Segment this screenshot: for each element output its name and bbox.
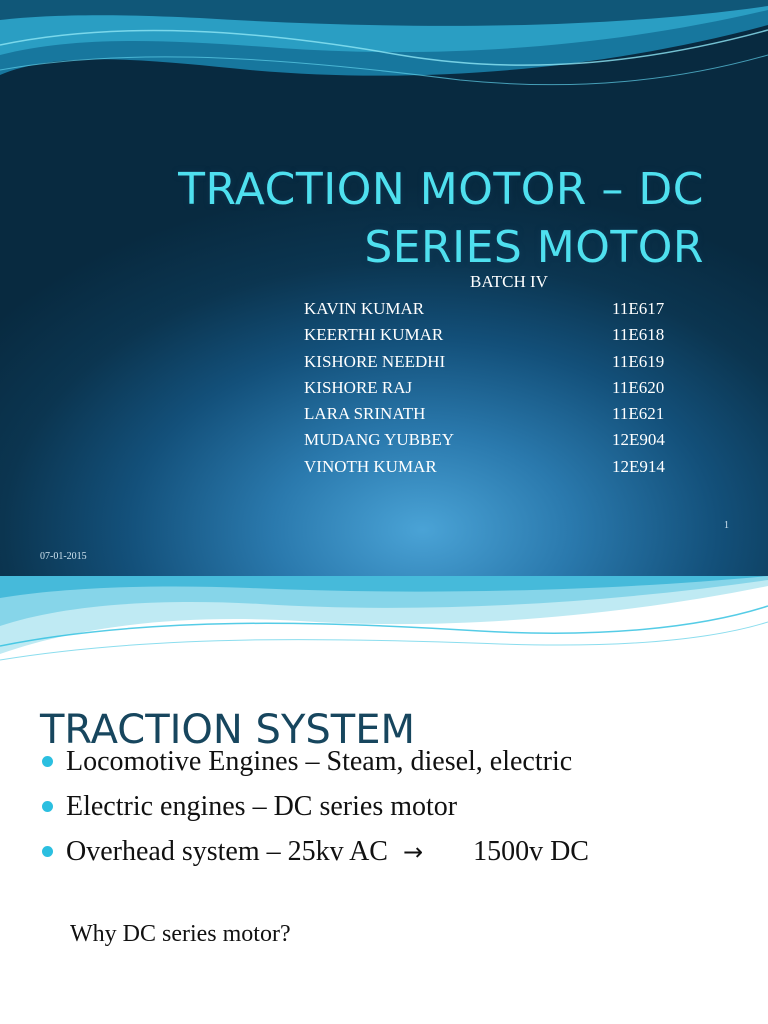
bullet-list bbox=[40, 742, 760, 877]
bullet-item bbox=[40, 787, 760, 832]
right-arrow-icon: → bbox=[402, 838, 424, 866]
member-id: 12E904 bbox=[612, 430, 665, 450]
member-name: KISHORE RAJ bbox=[304, 377, 413, 397]
member-name: KISHORE NEEDHI bbox=[304, 351, 446, 371]
member-id: 12E914 bbox=[612, 456, 665, 476]
batch-label: BATCH IV bbox=[470, 272, 548, 291]
member-name: KEERTHI KUMAR bbox=[304, 325, 444, 345]
member-row bbox=[304, 296, 704, 322]
member-name: KAVIN KUMAR bbox=[304, 299, 425, 318]
decorative-waves bbox=[0, 0, 768, 120]
decorative-waves bbox=[0, 576, 768, 666]
member-id: 11E619 bbox=[612, 351, 665, 371]
member-id: 11E621 bbox=[612, 404, 665, 424]
member-row bbox=[304, 401, 704, 427]
member-row bbox=[304, 349, 704, 375]
member-row bbox=[304, 427, 704, 453]
slide-date: 07-01-2015 bbox=[40, 551, 87, 562]
bullet-text-after: 1500v DC bbox=[473, 836, 589, 867]
question-text: Why DC series motor? bbox=[70, 921, 291, 947]
title-line-2: SERIES MOTOR bbox=[364, 222, 704, 274]
bullet-dot-icon bbox=[42, 756, 53, 767]
bullet-text: Electric engines – DC series motor bbox=[66, 791, 458, 822]
title-line-1: TRACTION MOTOR – DC bbox=[178, 164, 704, 216]
bullet-dot-icon bbox=[42, 846, 53, 857]
bullet-text: Overhead system – 25kv AC bbox=[66, 836, 388, 867]
slide-title bbox=[60, 161, 704, 277]
slide-title: TRACTION SYSTEM bbox=[40, 707, 415, 754]
member-list bbox=[304, 296, 704, 480]
member-name: VINOTH KUMAR bbox=[304, 456, 437, 476]
bullet-dot-icon bbox=[42, 801, 53, 812]
bullet-text: Locomotive Engines – Steam, diesel, electric bbox=[66, 746, 573, 777]
bullet-item bbox=[40, 742, 760, 787]
member-id: 11E617 bbox=[612, 299, 665, 318]
member-row bbox=[304, 375, 704, 401]
content-slide bbox=[0, 576, 768, 1024]
member-name: MUDANG YUBBEY bbox=[304, 430, 455, 450]
page-number: 1 bbox=[724, 520, 729, 531]
member-id: 11E620 bbox=[612, 377, 665, 397]
member-row bbox=[304, 322, 704, 348]
bullet-item bbox=[40, 832, 760, 877]
member-name: LARA SRINATH bbox=[304, 404, 426, 424]
member-row bbox=[304, 454, 704, 480]
member-id: 11E618 bbox=[612, 325, 665, 345]
